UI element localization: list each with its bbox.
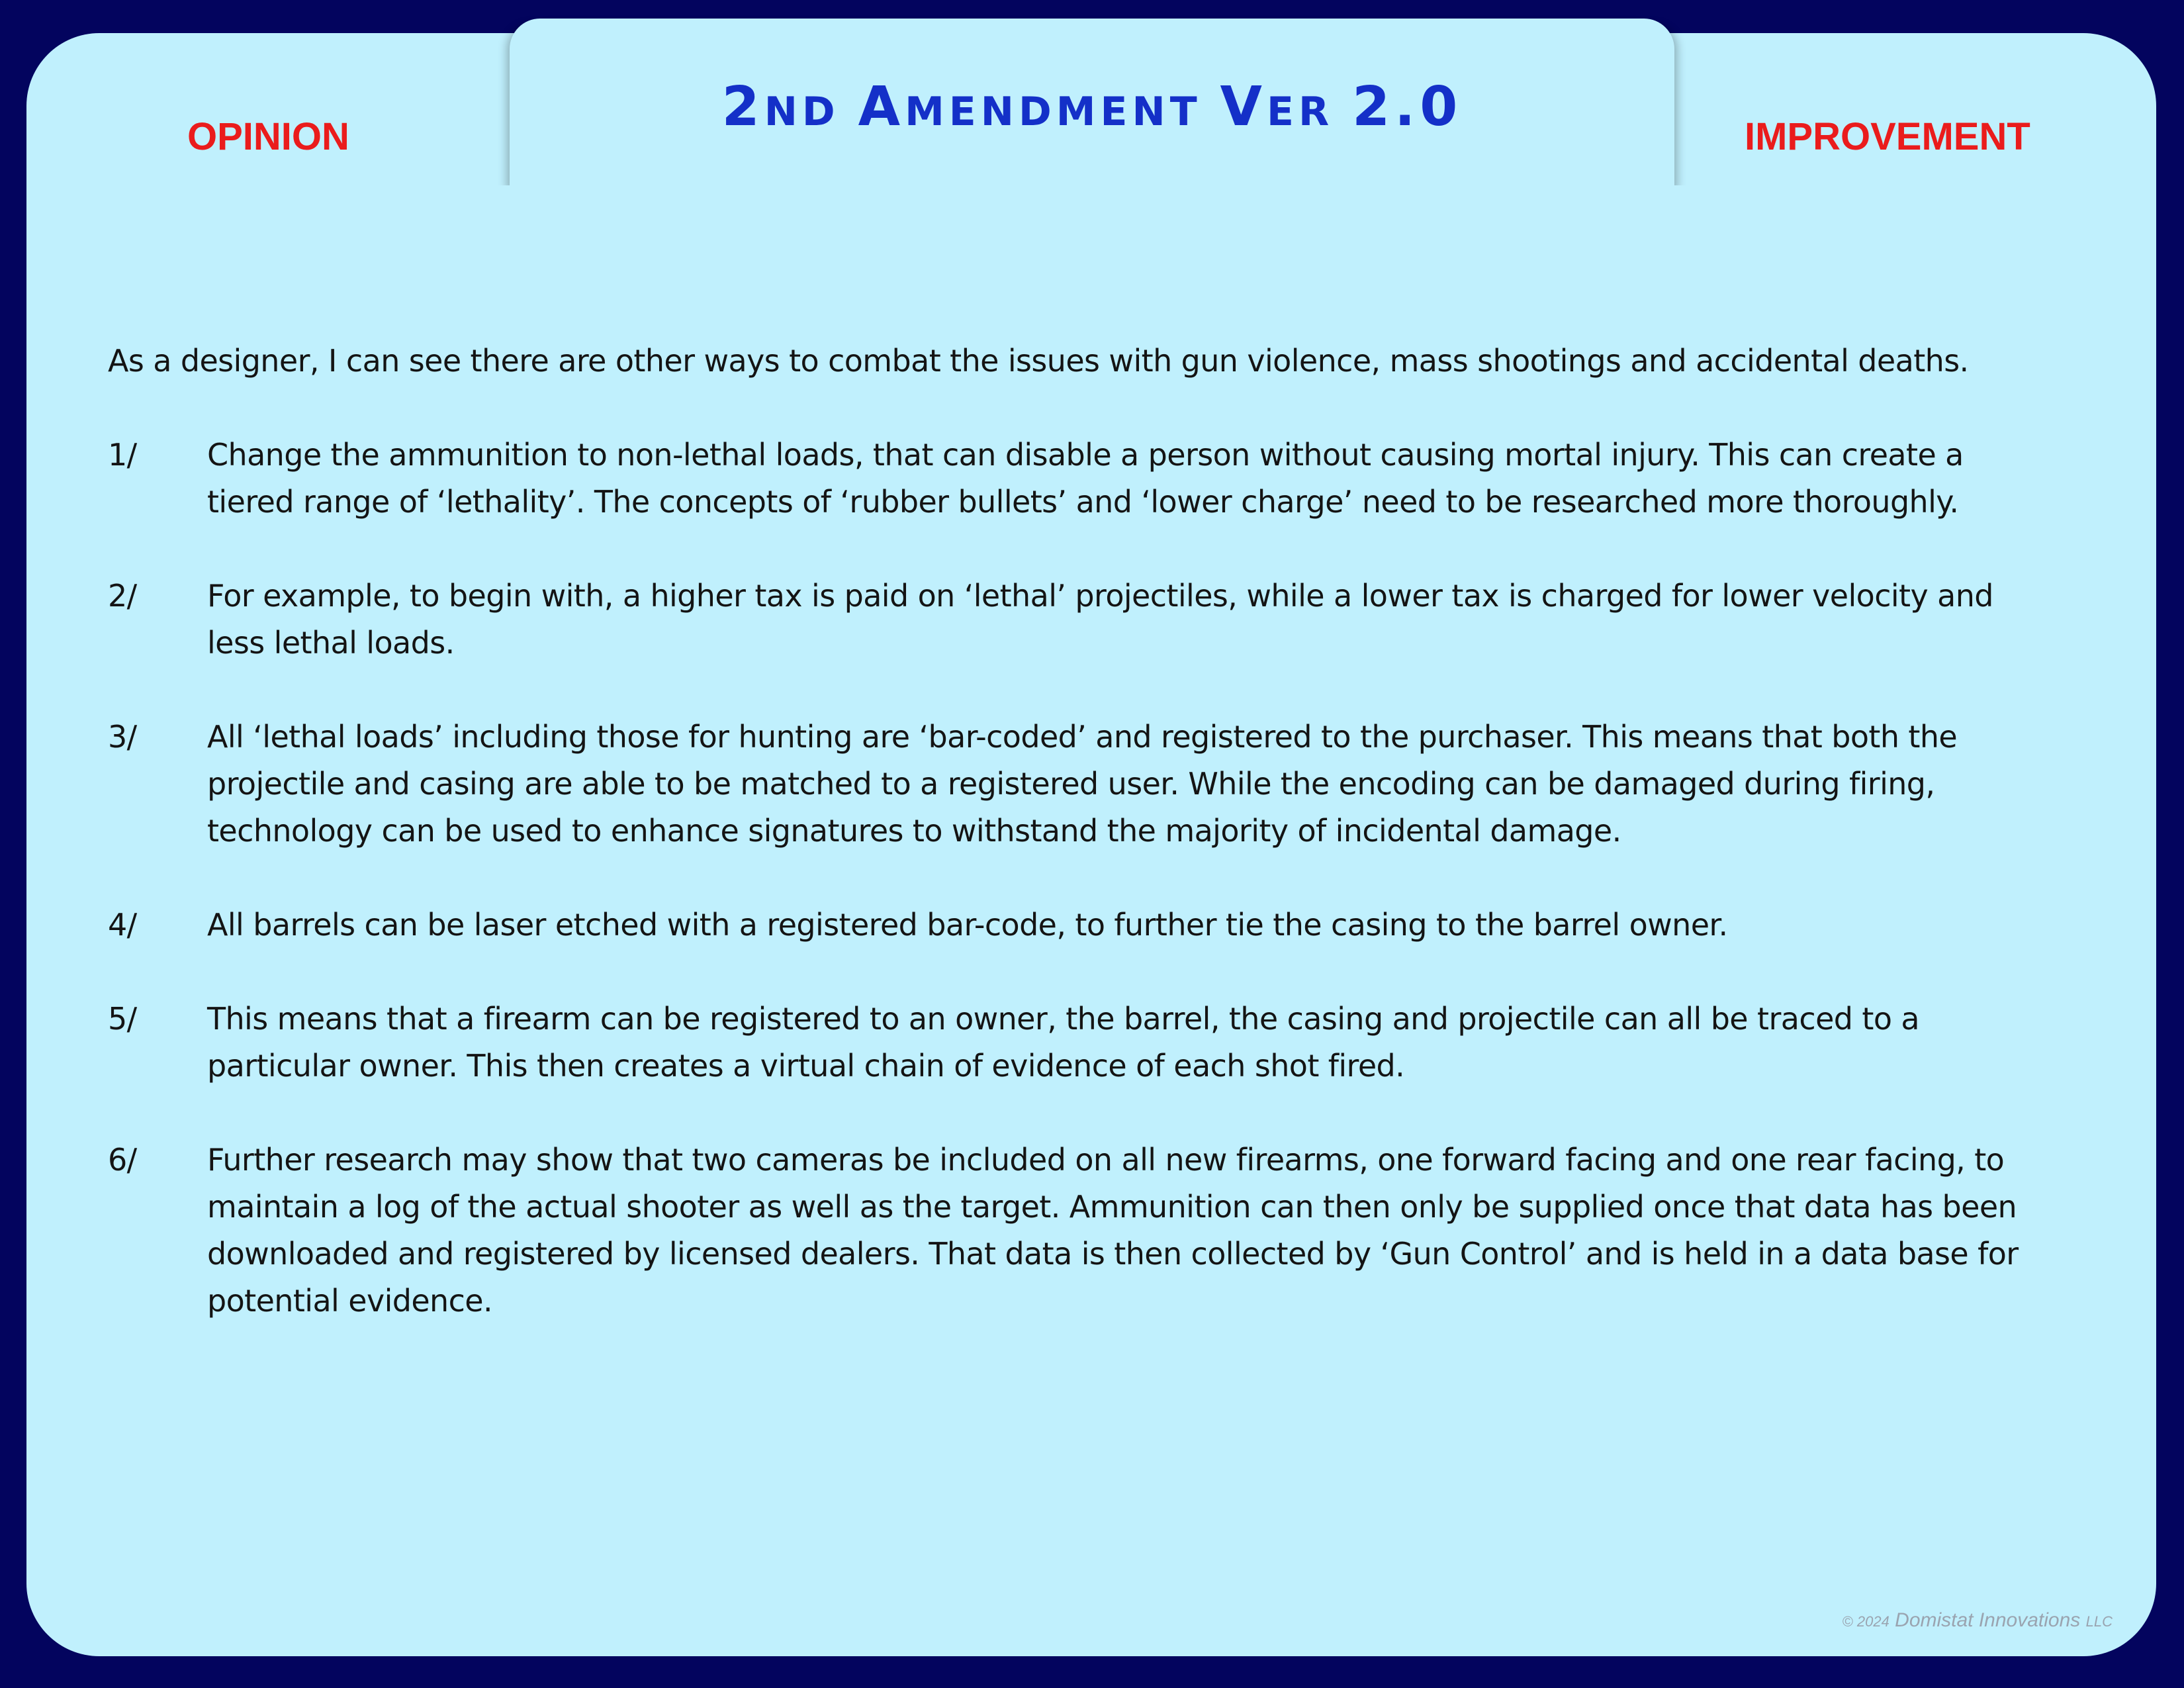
item-number: 2/ <box>108 578 137 614</box>
title-part: 2 <box>721 75 764 138</box>
title-part: ND <box>764 89 858 135</box>
list-item <box>108 902 2027 949</box>
intro-paragraph: As a designer, I can see there are other ways to combat the issues with gun violence, mass shootings and accidental deaths. <box>108 343 1969 379</box>
list-item <box>108 714 2027 855</box>
list-item <box>108 432 2027 526</box>
page-title <box>510 74 1674 145</box>
item-text: Change the ammunition to non-lethal loads, that can disable a person without causing mortal injury. This can create a tiered range of ‘lethality’. The concepts of ‘rubber bullets’ and ‘lower charge’ need to be researched more thoroughly. <box>207 437 1964 520</box>
list-item <box>108 996 2027 1090</box>
document-body <box>108 338 2027 1372</box>
copyright-year: © 2024 <box>1842 1613 1889 1630</box>
list-item <box>108 573 2027 667</box>
item-number: 6/ <box>108 1142 137 1178</box>
item-number: 3/ <box>108 719 137 755</box>
item-text: All ‘lethal loads’ including those for hunting are ‘bar-coded’ and registered to the purchaser. This means that both the projectile and casing are able to be matched to a registered user. While the encoding can be damaged during firing, technology can be used to enhance signatures to withstand the majority of incidental damage. <box>207 719 1958 849</box>
item-text: This means that a firearm can be registered to an owner, the barrel, the casing and projectile can all be traced to a particular owner. This then creates a virtual chain of evidence of each shot fired. <box>207 1001 1919 1084</box>
company-name: Domistat Innovations <box>1895 1609 2081 1631</box>
item-number: 1/ <box>108 437 137 473</box>
item-text: All barrels can be laser etched with a registered bar-code, to further tie the casing to the barrel owner. <box>207 907 1728 943</box>
opinion-label: OPINION <box>187 115 349 158</box>
improvement-label: IMPROVEMENT <box>1745 115 2030 158</box>
title-part: A <box>858 75 905 138</box>
item-text: For example, to begin with, a higher tax is paid on ‘lethal’ projectiles, while a lower tax is charged for lower velocity and less lethal loads. <box>207 578 1993 661</box>
title-part: ER <box>1267 89 1353 135</box>
item-number: 5/ <box>108 1001 137 1037</box>
company-suffix: LLC <box>2085 1613 2113 1630</box>
copyright-credit <box>1688 1607 2113 1635</box>
title-part: 2.0 <box>1352 75 1463 138</box>
item-text: Further research may show that two cameras be included on all new firearms, one forward facing and one rear facing, to maintain a log of the actual shooter as well as the target. Ammunition can then only be supplied once that data has been downloaded and registered by licensed dealers. That data is then collected by ‘Gun Control’ and is held in a data base for potential evidence. <box>207 1142 2019 1319</box>
title-part: V <box>1220 75 1267 138</box>
item-number: 4/ <box>108 907 137 943</box>
title-tab-base <box>490 185 1694 225</box>
title-part: MENDMENT <box>905 89 1220 135</box>
list-item <box>108 1137 2027 1325</box>
